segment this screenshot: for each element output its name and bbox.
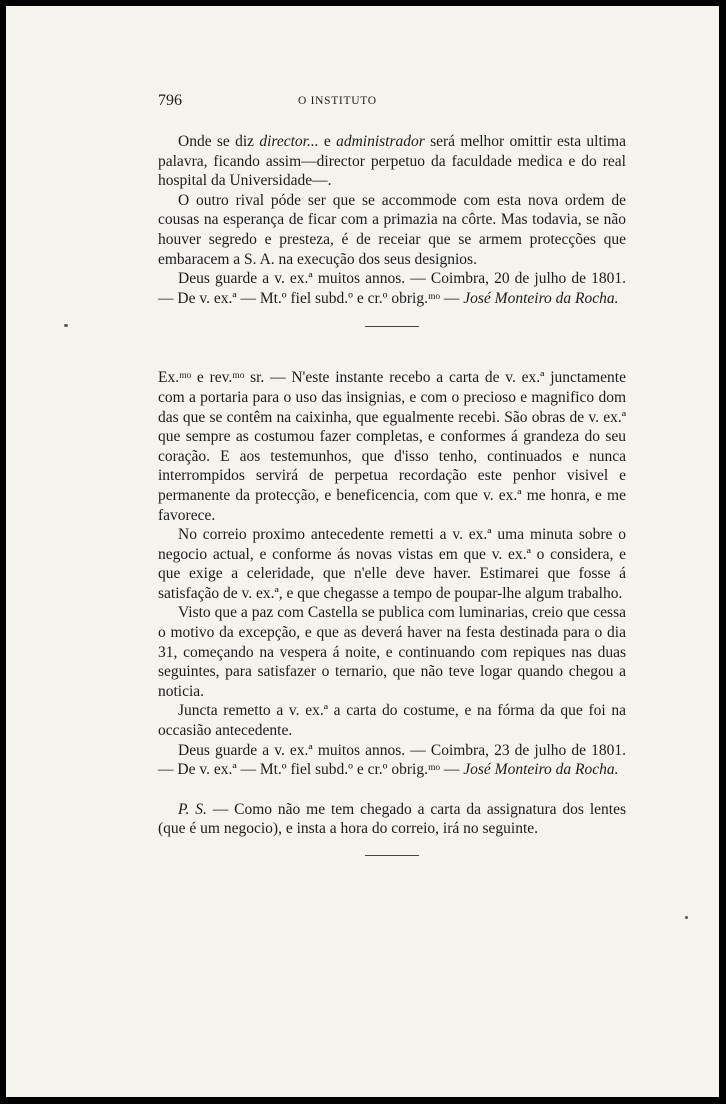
document-page [6,6,719,1097]
letter2-closing: Deus guarde a v. ex.ª muitos annos. — Coimbra, 23 de julho de 1801. — De v. ex.ª — Mt.º fiel subd.º e cr.º obrig.ᵐᵒ — José Monteiro da Rocha. [158,741,626,779]
page-number: 796 [158,92,182,109]
letter2-paragraph-2: No correio proximo antecedente remetti a v. ex.ª uma minuta sobre o negocio actual, e conforme ás novas vistas em que v. ex.ª o considera, e que exige a celeridade, que n'elle deve haver. Estimarei que fosse á satisfação de v. ex.ª, e que chegasse a tempo de poupar-lhe algum trabalho. [158,526,626,602]
postscript: P. S. — Como não me tem chegado a carta da assignatura dos lentes (que é um negocio), e insta a hora do correio, irá no seguinte. [158,800,626,838]
letter1-paragraph-2: O outro rival póde ser que se accommode com esta nova ordem de cousas na esperança de ficar com a primazia na côrte. Mas todavia, se não houver segredo e presteza, é de receiar que se armem protecções que embaracem a S. A. na execução dos seus designios. [158,191,626,268]
letter1-paragraph-1: Onde se diz director... e administrador será melhor omittir esta ultima palavra, ficando assim—director perpetuo da faculdade medica e do real hospital da Universidade—. [158,133,626,190]
postscript-label: P. S. [178,800,207,818]
scan-speck [685,916,688,919]
end-divider [365,855,419,856]
running-title: O INSTITUTO [298,95,377,107]
body-text [158,132,626,856]
letter2-paragraph-4: Juncta remetto a v. ex.ª a carta do costume, e na fórma da que foi na occasião antecedente. [158,702,626,740]
letter2-salutation-paragraph: Ex.ᵐᵒ e rev.ᵐᵒ sr. — N'este instante recebo a carta de v. ex.ª junctamente com a portaria para o uso das insignias, e com o precioso e magnifico dom das que se contêm na caixinha, que egualmente recebi. São obras de v. ex.ª que sempre as costumou fazer completas, e conformes á grandeza do seu coração. E aos testemunhos, que d'isso tenho, continuados e nunca interrompidos servirá de perpetua recordação este penhor visivel e permanente da protecção, e beneficencia, com que v. ex.ª me honra, e me favorece. [158,369,626,524]
letter2-paragraph-3: Visto que a paz com Castella se publica com luminarias, creio que cessa o motivo da excepção, e que as deverá haver na festa destinada para o dia 31, começando na vespera á noite, e continuando com repiques nas duas seguintes, para satisfazer o ternario, que não teve logar quando chegou a noticia. [158,604,626,700]
letter1-signature: José Monteiro da Rocha. [463,289,619,307]
letter1-closing: Deus guarde a v. ex.ª muitos annos. — Coimbra, 20 de julho de 1801. — De v. ex.ª — Mt.º fiel subd.º e cr.º obrig.ᵐᵒ — José Monteiro da Rocha. [158,270,626,307]
scan-speck [64,324,68,327]
letter2-signature: José Monteiro da Rocha. [463,761,619,779]
page-header [158,92,578,116]
